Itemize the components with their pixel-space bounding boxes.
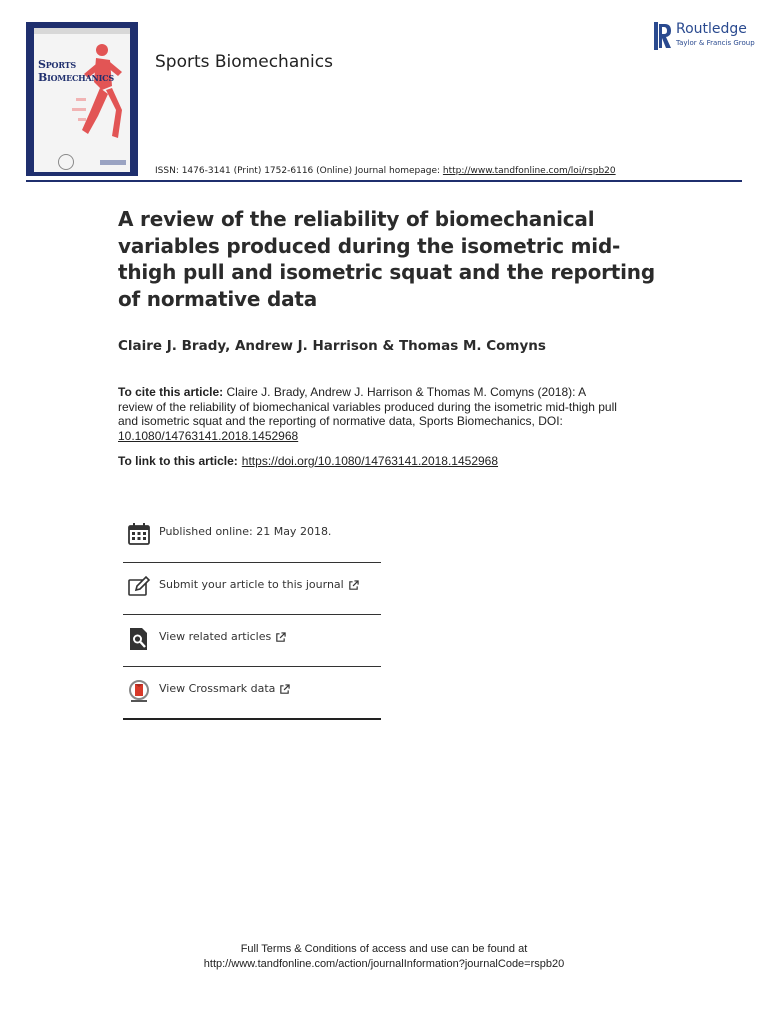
published-online-label: Published online: 21 May 2018. <box>159 525 332 538</box>
citation-label: To cite this article: <box>118 385 224 399</box>
edit-icon <box>127 575 151 599</box>
external-link-icon <box>275 632 286 643</box>
submit-article-label: Submit your article to this journal <box>159 578 344 591</box>
cover-runner-graphic <box>72 38 124 148</box>
crossmark-link[interactable] <box>159 682 290 695</box>
citation-doi-link[interactable]: 10.1080/14763141.2018.1452968 <box>118 428 299 443</box>
external-link-icon <box>279 684 290 695</box>
citation-text: Claire J. Brady, Andrew J. Harrison & Thomas M. Comyns (2018): A review of the reliability of biomechanical variables produced during the isometric mid-thigh pull and isometric squat and the reporting of normative data, Sports Biomechanics, DOI: <box>118 385 617 428</box>
info-bottom-rule <box>123 718 381 720</box>
document-search-icon <box>127 627 151 651</box>
cover-publisher-mark <box>100 160 126 165</box>
article-link-label: To link to this article: <box>118 454 238 468</box>
citation-block <box>118 385 618 443</box>
external-link-icon <box>348 580 359 591</box>
submit-article-link[interactable] <box>159 578 359 591</box>
related-articles-row[interactable] <box>123 615 381 667</box>
submit-article-row[interactable] <box>123 563 381 615</box>
terms-footer-link[interactable]: http://www.tandfonline.com/action/journalInformation?journalCode=rspb20 <box>203 958 565 970</box>
published-online-row <box>123 510 381 562</box>
cover-title-line1: Sports <box>38 58 76 71</box>
journal-name: Sports Biomechanics <box>155 52 333 72</box>
cover-title-line2: Biomechanics <box>38 71 114 84</box>
crossmark-icon <box>127 679 151 703</box>
publisher-name: Routledge <box>676 21 747 37</box>
publisher-subtitle: Taylor & Francis Group <box>676 39 755 47</box>
crossmark-label: View Crossmark data <box>159 682 276 695</box>
cover-top-strip <box>34 28 130 34</box>
cover-title <box>38 58 128 84</box>
related-articles-label: View related articles <box>159 630 272 643</box>
article-authors: Claire J. Brady, Andrew J. Harrison & Thomas M. Comyns <box>118 338 546 354</box>
related-articles-link[interactable] <box>159 630 286 643</box>
routledge-logo-icon <box>654 22 672 50</box>
article-doi-link[interactable]: https://doi.org/10.1080/14763141.2018.1452968 <box>241 454 499 468</box>
calendar-icon <box>127 522 151 546</box>
cover-panel <box>34 28 130 172</box>
issn-text: ISSN: 1476-3141 (Print) 1752-6116 (Online) Journal homepage: <box>155 166 443 176</box>
journal-homepage-link[interactable]: http://www.tandfonline.com/loi/rspb20 <box>442 166 616 176</box>
terms-footer-line1: Full Terms & Conditions of access and use can be found at <box>240 943 528 955</box>
cover-seal-icon <box>58 154 74 170</box>
terms-footer <box>0 942 768 972</box>
journal-cover-image <box>26 22 138 176</box>
article-title: A review of the reliability of biomechanical variables produced during the isometric mid-thigh pull and isometric squat and the reporting of normative data <box>118 207 655 311</box>
issn-line <box>155 166 616 176</box>
header-divider <box>26 180 742 182</box>
article-link-block <box>118 454 498 468</box>
crossmark-row[interactable] <box>123 667 381 719</box>
